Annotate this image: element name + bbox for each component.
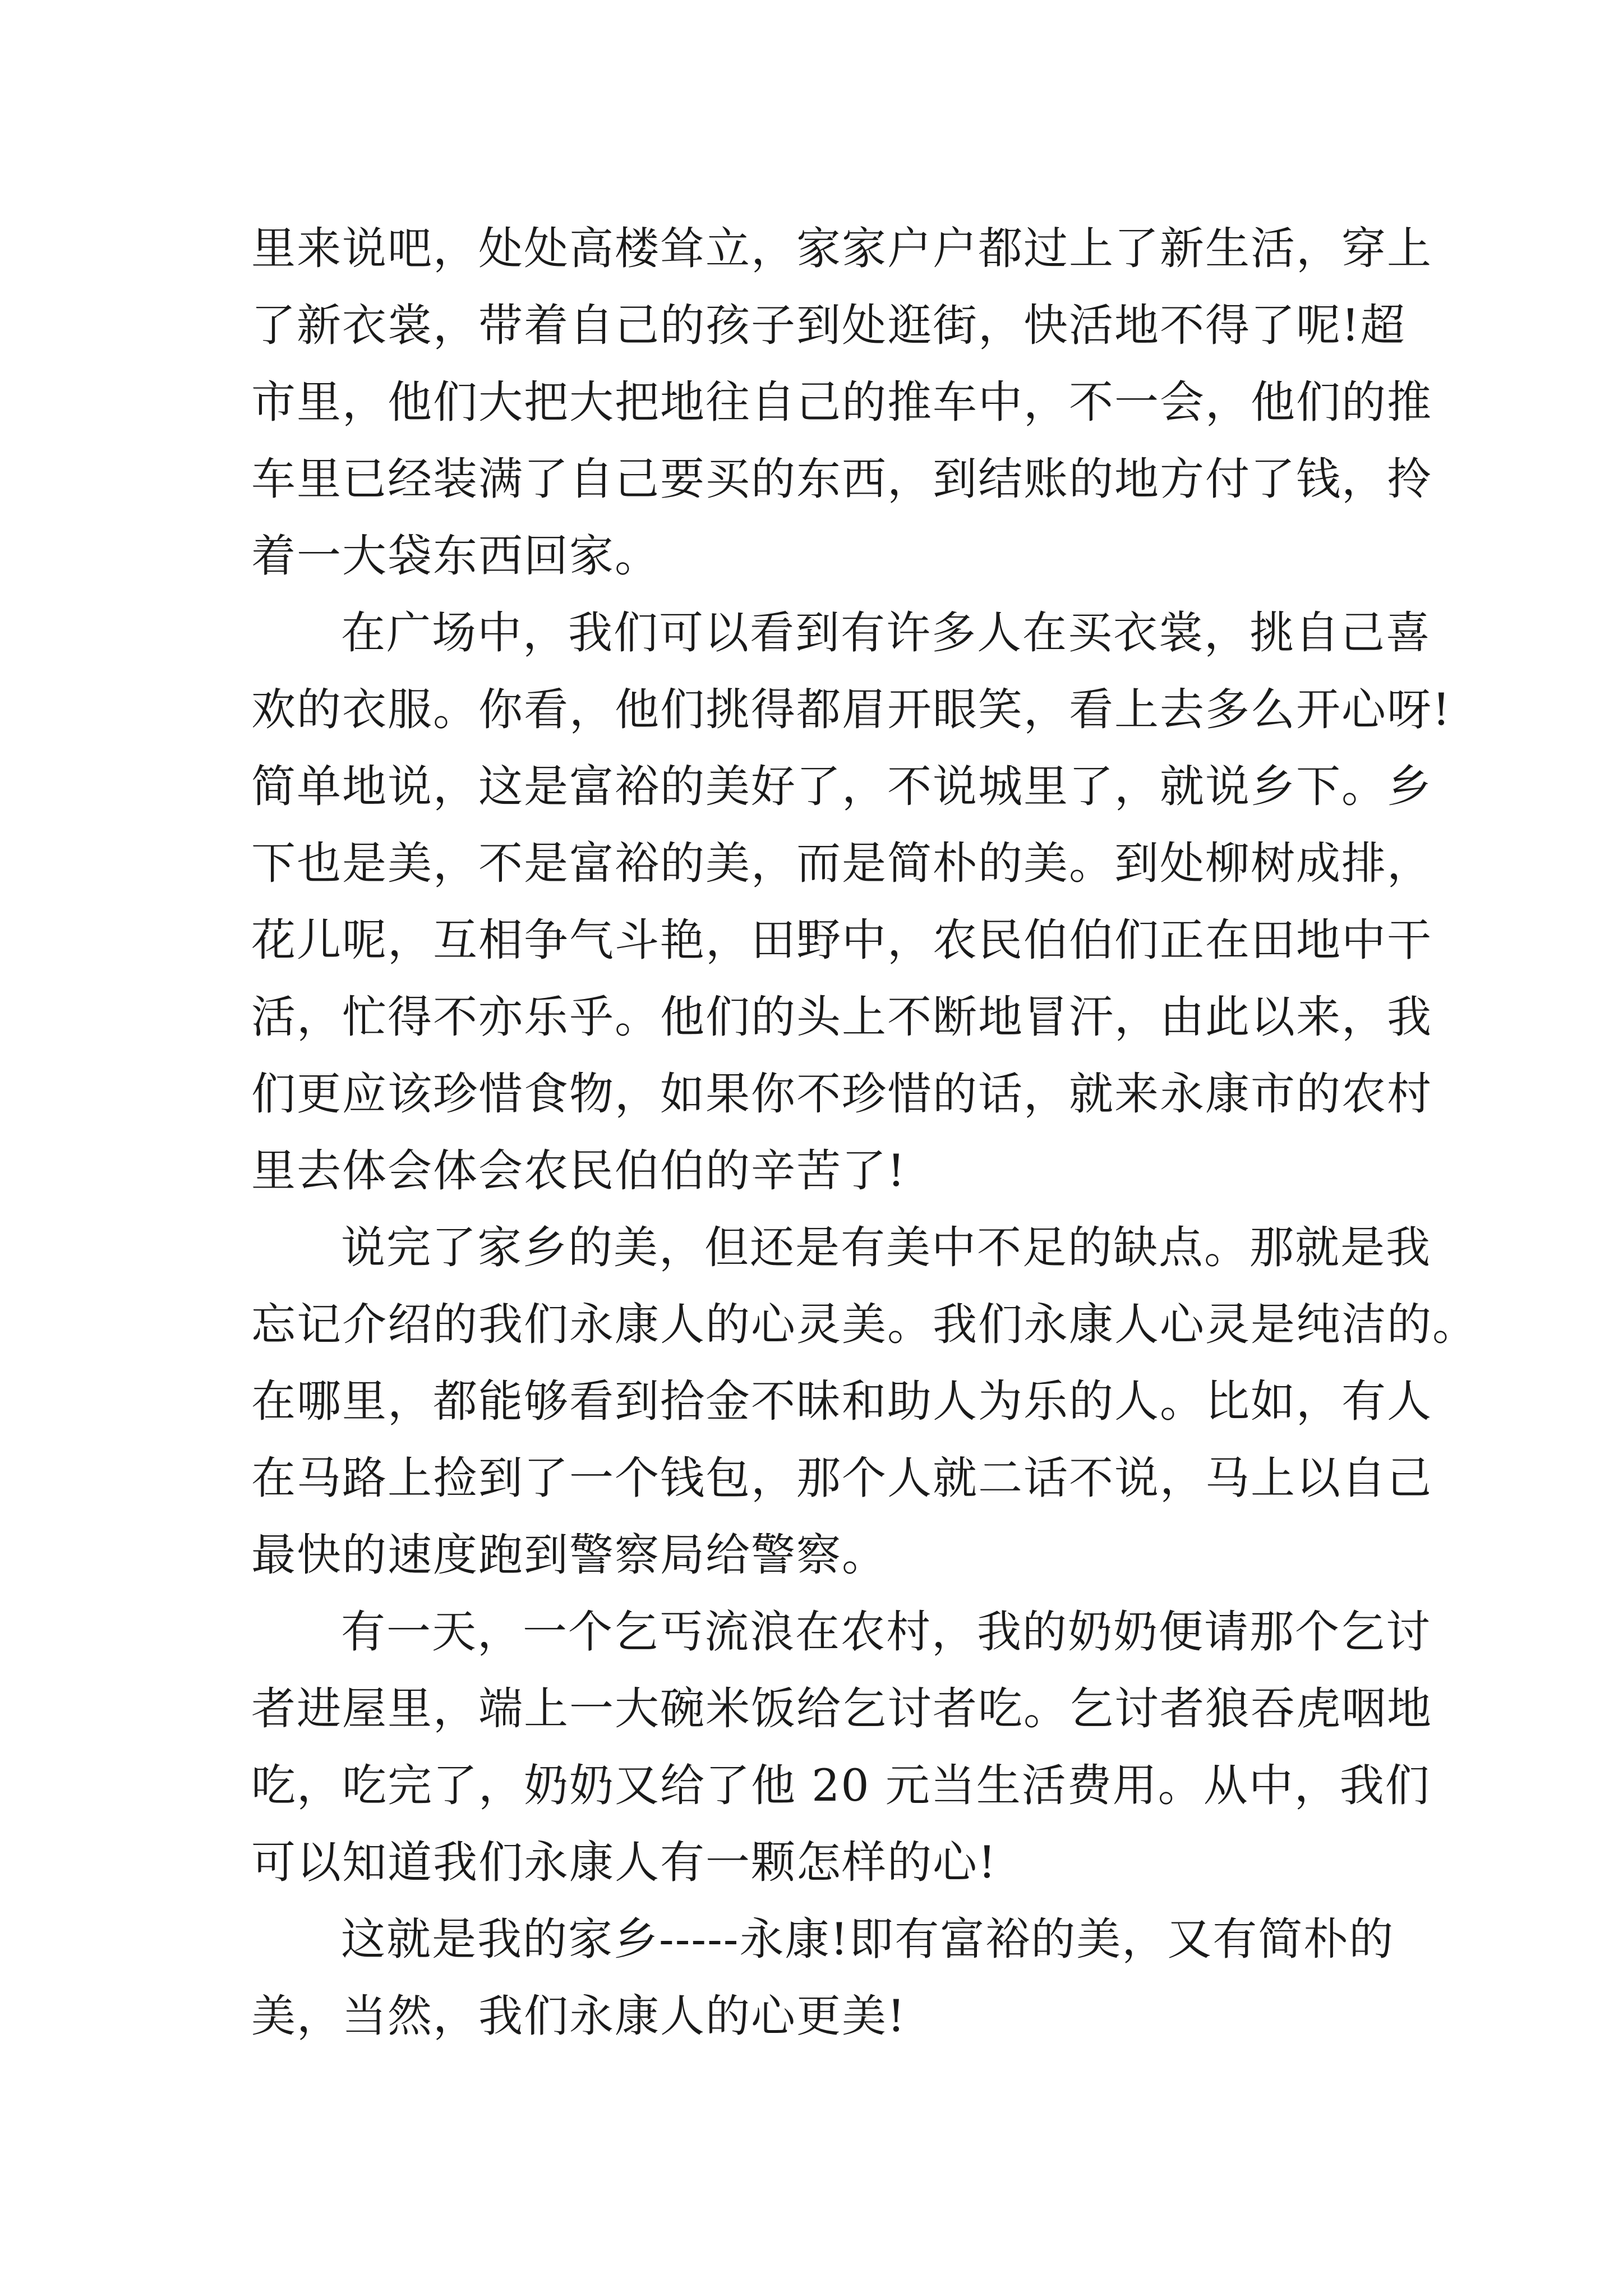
text-line: 车里已经装满了自己要买的东西，到结账的地方付了钱，拎 [251, 453, 1432, 505]
text-line: 者进屋里，端上一大碗米饭给乞讨者吃。乞讨者狼吞虎咽地 [251, 1683, 1432, 1734]
text-line: 下也是美，不是富裕的美，而是简朴的美。到处柳树成排， [251, 838, 1432, 889]
text-line: 最快的速度跑到警察局给警察。 [251, 1529, 887, 1581]
text-line: 在马路上捡到了一个钱包，那个人就二话不说，马上以自己 [251, 1452, 1432, 1504]
paragraph-start-line: 有一天，一个乞丐流浪在农村，我的奶奶便请那个乞讨 [341, 1606, 1431, 1658]
text-line: 里去体会体会农民伯伯的辛苦了! [251, 1145, 906, 1197]
text-line: 着一大袋东西回家。 [251, 530, 660, 582]
text-line: 在哪里，都能够看到拾金不昧和助人为乐的人。比如，有人 [251, 1375, 1432, 1427]
text-line: 里来说吧，处处高楼耸立，家家户户都过上了新生活，穿上 [251, 223, 1432, 274]
text-line: 可以知道我们永康人有一颗怎样的心! [251, 1837, 997, 1888]
text-line: 欢的衣服。你看，他们挑得都眉开眼笑，看上去多么开心呀! [251, 684, 1451, 735]
paragraph-start-line: 在广场中，我们可以看到有许多人在买衣裳，挑自己喜 [341, 607, 1431, 659]
text-line: 简单地说，这是富裕的美好了，不说城里了，就说乡下。乡 [251, 761, 1432, 812]
text-line: 美，当然，我们永康人的心更美! [251, 1990, 906, 2042]
paragraph-start-line: 这就是我的家乡-----永康!即有富裕的美，又有简朴的 [341, 1913, 1395, 1965]
text-line: 忘记介绍的我们永康人的心灵美。我们永康人心灵是纯洁的。 [251, 1299, 1478, 1350]
text-line: 吃，吃完了，奶奶又给了他 20 元当生活费用。从中，我们 [251, 1760, 1431, 1811]
text-line: 花儿呢，互相争气斗艳，田野中，农民伯伯们正在田地中干 [251, 914, 1432, 966]
text-line: 了新衣裳，带着自己的孩子到处逛街，快活地不得了呢!超 [251, 300, 1406, 351]
text-line: 们更应该珍惜食物，如果你不珍惜的话，就来永康市的农村 [251, 1068, 1432, 1120]
text-line: 市里，他们大把大把地往自己的推车中，不一会，他们的推 [251, 376, 1432, 428]
paragraph-start-line: 说完了家乡的美，但还是有美中不足的缺点。那就是我 [341, 1222, 1431, 1273]
document-body [251, 210, 1478, 2055]
text-line: 活，忙得不亦乐乎。他们的头上不断地冒汗，由此以来，我 [251, 991, 1432, 1043]
